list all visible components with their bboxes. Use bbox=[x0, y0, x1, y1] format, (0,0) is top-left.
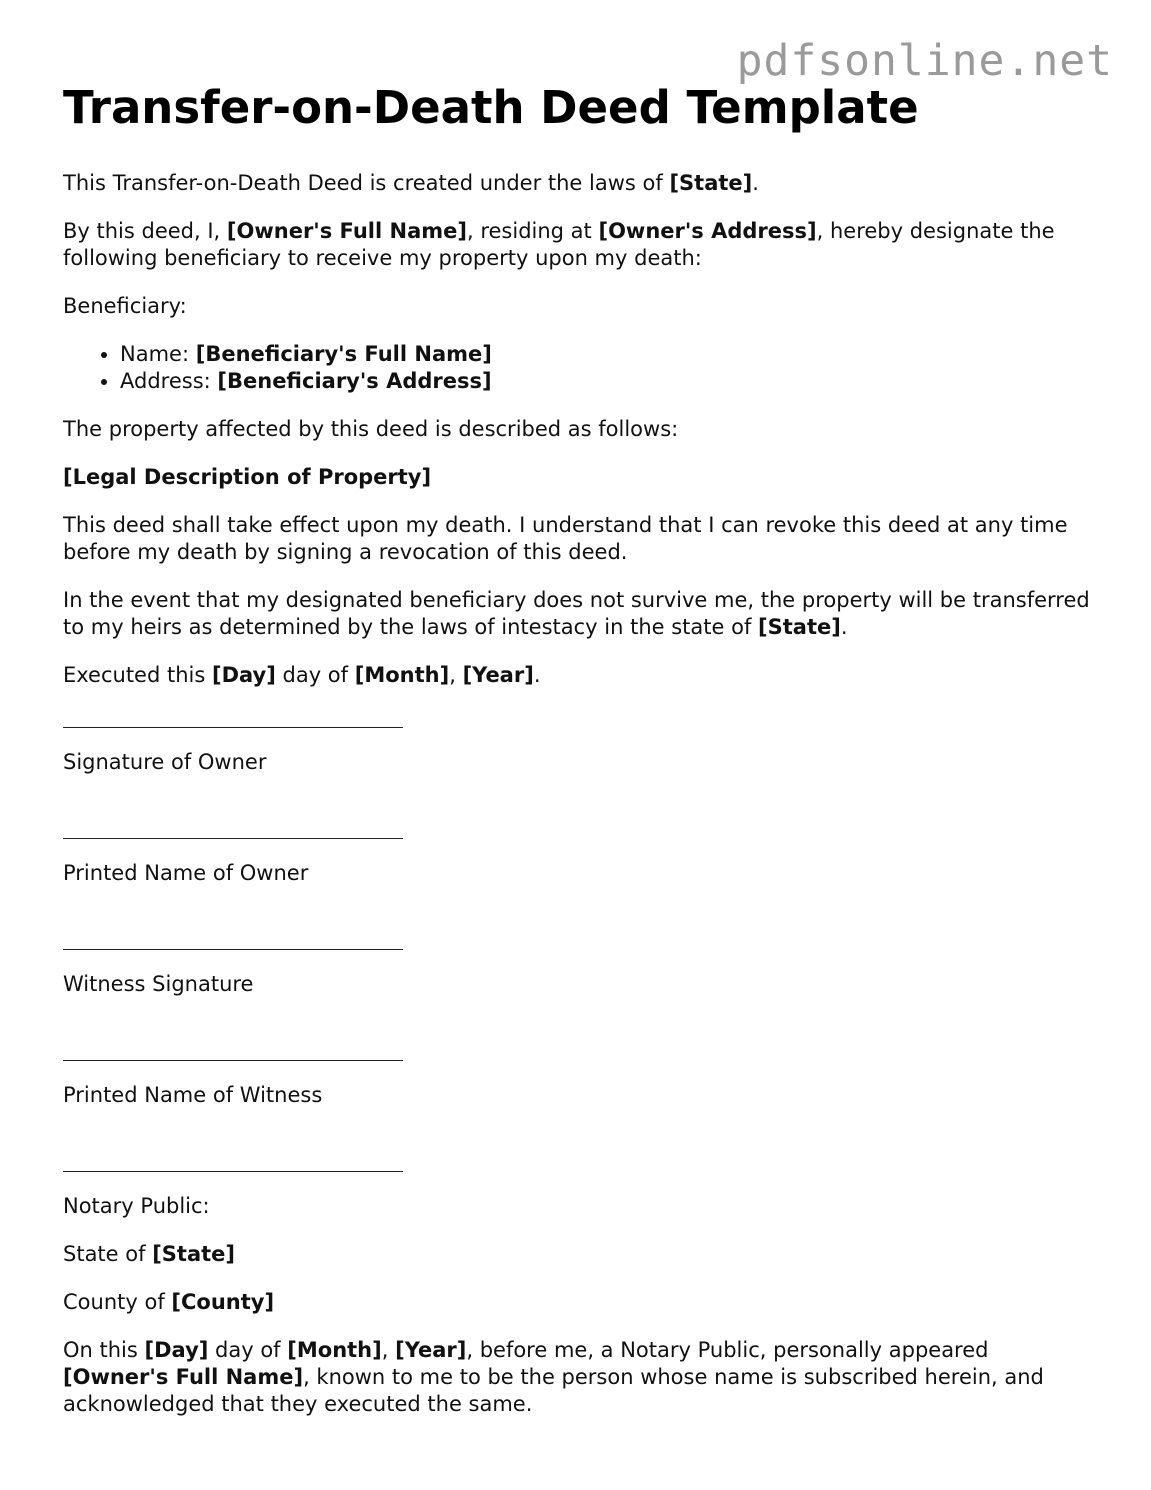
owner-signature-label: Signature of Owner bbox=[63, 750, 267, 774]
list-item bbox=[120, 341, 1093, 368]
year-placeholder: [Year] bbox=[462, 663, 534, 687]
notary-signature-line bbox=[63, 1154, 403, 1172]
legal-description bbox=[63, 464, 1093, 491]
witness-printed-name-label: Printed Name of Witness bbox=[63, 1083, 323, 1107]
intestacy-text: In the event that my designated beneficiary does not survive me, the property will be transferred to my heirs as determined by the laws of intestacy in the state of bbox=[63, 588, 1090, 639]
notary-county bbox=[63, 1289, 1093, 1316]
executed-text-1: Executed this bbox=[63, 663, 212, 687]
notary-text-4: , before me, a Notary Public, personally appeared bbox=[466, 1338, 989, 1362]
beneficiary-name-label: Name: bbox=[120, 342, 196, 366]
designation-paragraph bbox=[63, 218, 1093, 272]
intro-text: This Transfer-on-Death Deed is created under the laws of bbox=[63, 171, 670, 195]
witness-signature-label: Witness Signature bbox=[63, 972, 254, 996]
owner-printed-name-label: Printed Name of Owner bbox=[63, 861, 309, 885]
notary-heading: Notary Public: bbox=[63, 1194, 210, 1218]
executed-text-3: , bbox=[449, 663, 463, 687]
county-placeholder: [County] bbox=[171, 1290, 275, 1314]
document-page bbox=[63, 80, 1093, 1439]
designation-text-1: By this deed, I, bbox=[63, 219, 227, 243]
property-intro: The property affected by this deed is described as follows: bbox=[63, 417, 679, 441]
page-title: Transfer-on-Death Deed Template bbox=[63, 81, 919, 134]
notary-county-label: County of bbox=[63, 1290, 172, 1314]
list-item bbox=[120, 368, 1093, 395]
owner-signature-line bbox=[63, 710, 403, 728]
beneficiary-heading: Beneficiary: bbox=[63, 294, 187, 318]
notary-state bbox=[63, 1241, 1093, 1268]
watermark: pdfsonline.net bbox=[736, 36, 1113, 86]
state-placeholder: [State] bbox=[669, 171, 753, 195]
state-placeholder: [State] bbox=[758, 615, 841, 639]
designation-text-2: , residing at bbox=[466, 219, 599, 243]
notary-text-1: On this bbox=[63, 1338, 145, 1362]
owner-printed-name-line bbox=[63, 821, 403, 839]
beneficiary-list bbox=[63, 341, 1093, 395]
designation-text-3: , hereby designate the following beneficiary to receive my property upon my death: bbox=[63, 219, 1055, 270]
executed-paragraph bbox=[63, 662, 1093, 689]
effect-paragraph: This deed shall take effect upon my death. I understand that I can revoke this deed at any time before my death by signing a revocation of this deed. bbox=[63, 513, 1068, 564]
notary-acknowledgment bbox=[63, 1337, 1093, 1418]
beneficiary-name-placeholder: [Beneficiary's Full Name] bbox=[195, 342, 492, 366]
day-placeholder: [Day] bbox=[144, 1338, 209, 1362]
intestacy-paragraph bbox=[63, 587, 1093, 641]
month-placeholder: [Month] bbox=[354, 663, 450, 687]
intro-paragraph bbox=[63, 170, 1093, 197]
beneficiary-address-label: Address: bbox=[120, 369, 218, 393]
owner-name-placeholder: [Owner's Full Name] bbox=[226, 219, 467, 243]
executed-text-2: day of bbox=[275, 663, 355, 687]
year-placeholder: [Year] bbox=[395, 1338, 467, 1362]
owner-address-placeholder: [Owner's Address] bbox=[598, 219, 817, 243]
state-placeholder: [State] bbox=[152, 1242, 235, 1266]
intro-end: . bbox=[752, 171, 759, 195]
witness-printed-name-line bbox=[63, 1043, 403, 1061]
legal-description-placeholder: [Legal Description of Property] bbox=[63, 465, 432, 489]
notary-text-5: , known to me to be the person whose name is subscribed herein, and acknowledged that they executed the same. bbox=[63, 1365, 1044, 1416]
beneficiary-address-placeholder: [Beneficiary's Address] bbox=[217, 369, 492, 393]
owner-name-placeholder: [Owner's Full Name] bbox=[63, 1365, 304, 1389]
notary-text-3: , bbox=[381, 1338, 396, 1362]
notary-text-2: day of bbox=[208, 1338, 288, 1362]
witness-signature-line bbox=[63, 932, 403, 950]
intestacy-end: . bbox=[840, 615, 848, 639]
executed-text-4: . bbox=[533, 663, 541, 687]
month-placeholder: [Month] bbox=[287, 1338, 382, 1362]
day-placeholder: [Day] bbox=[211, 663, 276, 687]
notary-state-label: State of bbox=[63, 1242, 153, 1266]
